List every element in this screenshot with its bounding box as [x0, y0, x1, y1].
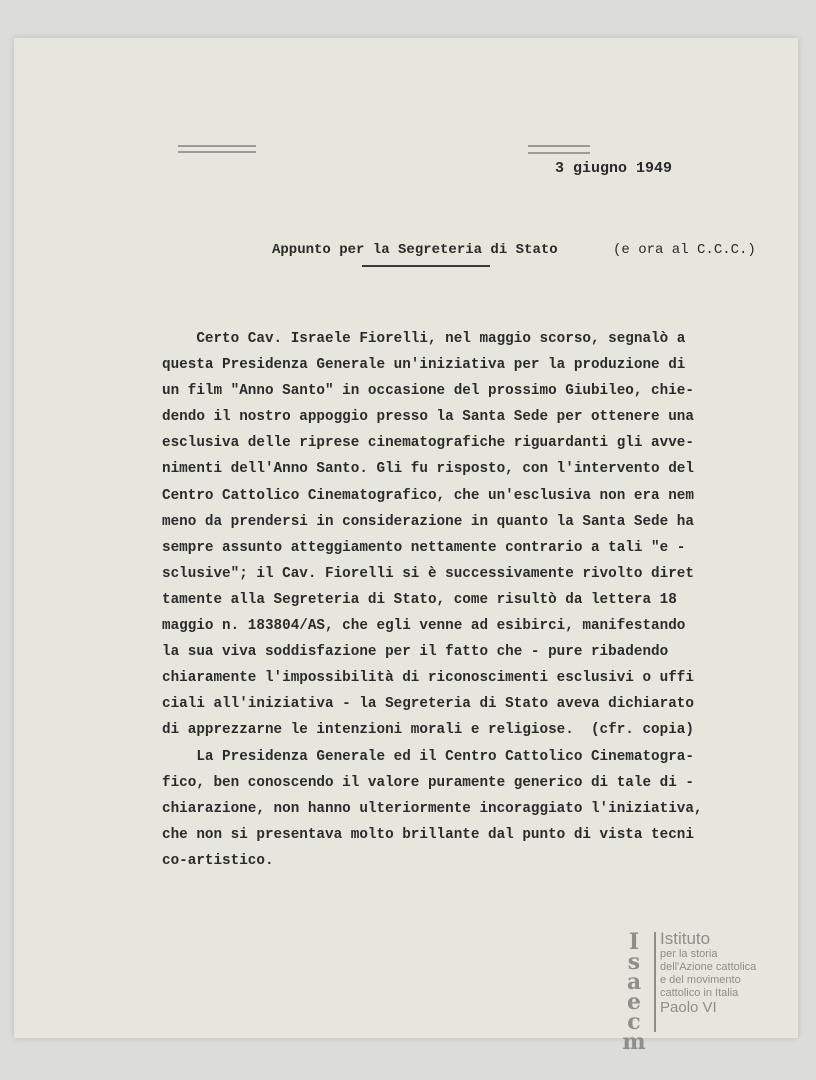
body-line: chiarazione, non hanno ulteriormente incoraggiato l'iniziativa,: [162, 800, 703, 817]
logo-monogram: [614, 929, 654, 1055]
body-line: co-artistico.: [162, 852, 274, 869]
logo-line: Paolo VI: [660, 999, 717, 1016]
body-line: esclusiva delle riprese cinematografiche riguardanti gli avve-: [162, 435, 694, 452]
body-line: la sua viva soddisfazione per il fatto che - pure ribadendo: [162, 644, 669, 661]
logo-letter: a: [626, 969, 642, 995]
body-line: nimenti dell'Anno Santo. Gli fu risposto, con l'intervento del: [162, 461, 694, 478]
body-line: Centro Cattolico Cinematografico, che un'esclusiva non era nem: [162, 487, 694, 504]
logo-line: cattolico in Italia: [660, 987, 739, 999]
document-date: 3 giugno 1949: [555, 160, 673, 177]
title-annotation: (e ora al C.C.C.): [613, 242, 756, 258]
logo-letter: m: [622, 1029, 646, 1055]
logo-letter: s: [627, 949, 641, 975]
logo-line: Istituto: [660, 929, 711, 948]
body-line: La Presidenza Generale ed il Centro Cattolico Cinematogra-: [162, 748, 694, 765]
body-line: maggio n. 183804/AS, che egli venne ad esibirci, manifestando: [162, 618, 686, 635]
body-line: meno da prendersi in considerazione in quanto la Santa Sede ha: [162, 513, 694, 530]
body-line: fico, ben conoscendo il valore puramente generico di tale di -: [162, 774, 694, 791]
body-line: di apprezzarne le intenzioni morali e religiose. (cfr. copia): [162, 722, 694, 739]
body-line: questa Presidenza Generale un'iniziativa per la produzione di: [162, 357, 686, 374]
logo-line: per la storia: [660, 948, 718, 960]
logo-line: dell'Azione cattolica: [660, 961, 757, 973]
logo-letter: I: [628, 929, 640, 955]
logo-divider: [654, 932, 656, 1032]
archive-logo: [614, 929, 764, 1055]
body-line: sempre assunto atteggiamento nettamente contrario a tali "e -: [162, 539, 686, 556]
logo-line: e del movimento: [660, 974, 741, 986]
body-line: dendo il nostro appoggio presso la Santa Sede per ottenere una: [162, 409, 694, 426]
body-line: chiaramente l'impossibilità di riconoscimenti esclusivi o uffi: [162, 670, 694, 687]
logo-letter: e: [627, 989, 641, 1015]
body-line: che non si presentava molto brillante dal punto di vista tecni: [162, 826, 694, 843]
logo-letter: c: [627, 1009, 641, 1035]
body-line: sclusive"; il Cav. Fiorelli si è successivamente rivolto diret: [162, 565, 694, 582]
title-underline: [362, 265, 490, 267]
letterhead-mark-right: [528, 143, 590, 157]
body-line: tamente alla Segreteria di Stato, come risultò da lettera 18: [162, 591, 677, 608]
logo-text: [660, 930, 756, 1016]
body-line: ciali all'iniziativa - la Segreteria di Stato aveva dichiarato: [162, 696, 694, 713]
body-line: un film "Anno Santo" in occasione del prossimo Giubileo, chie-: [162, 383, 694, 400]
document-title: Appunto per la Segreteria di Stato: [272, 242, 558, 258]
document-body: [162, 326, 742, 874]
body-line: Certo Cav. Israele Fiorelli, nel maggio scorso, segnalò a: [162, 331, 686, 347]
letterhead-mark-left: [178, 143, 256, 155]
